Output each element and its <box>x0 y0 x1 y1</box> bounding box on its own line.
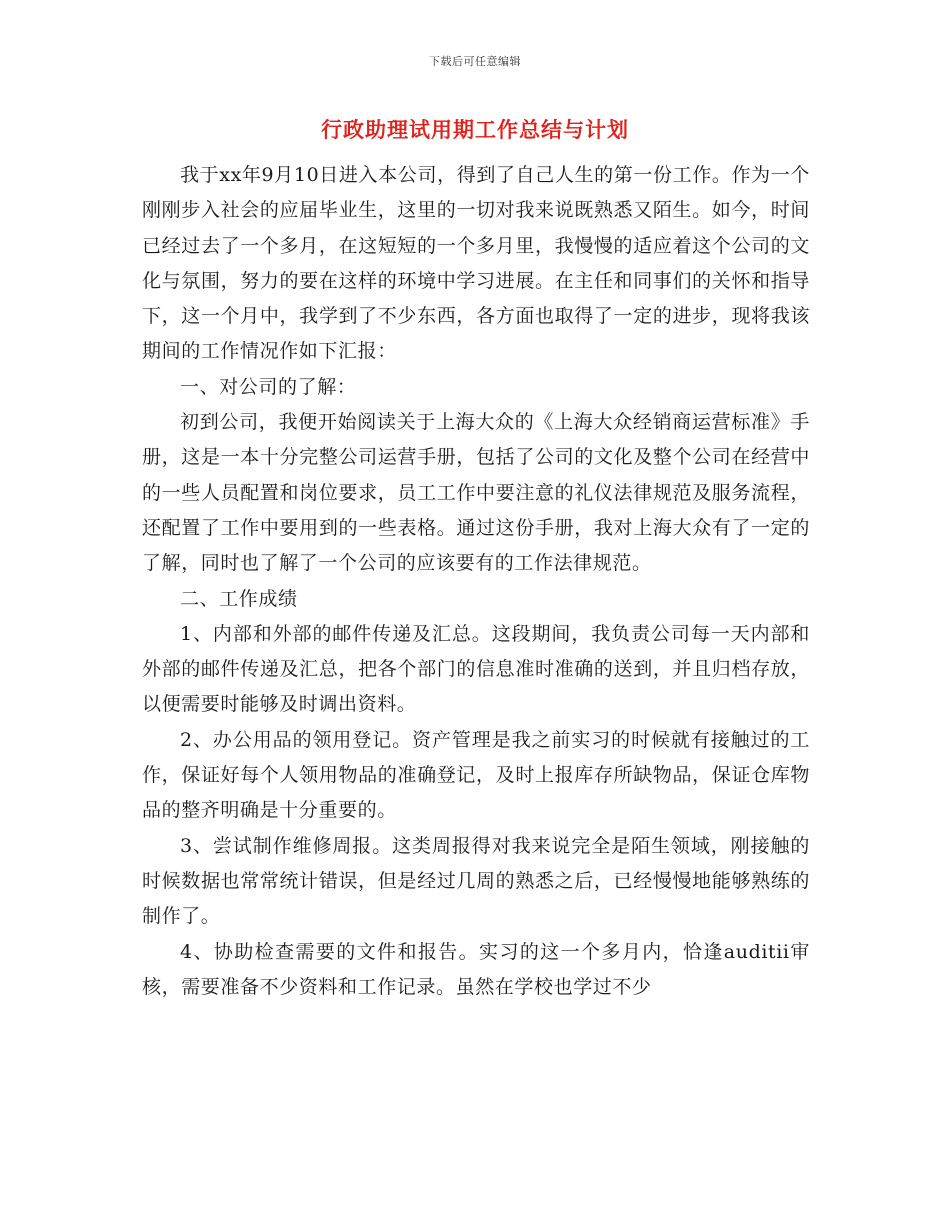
paragraph-item-4: 4、协助检查需要的文件和报告。实习的这一个多月内，恰逢auditii审核，需要准备不少资料和工作记录。虽然在学校也学过不少 <box>142 940 810 998</box>
section-heading-company: 一、对公司的了解： <box>180 375 357 398</box>
header-note: 下载后可任意编辑 <box>429 55 521 68</box>
document-title: 行政助理试用期工作总结与计划 <box>321 117 629 142</box>
paragraph-item-1: 1、内部和外部的邮件传递及汇总。这段期间，我负责公司每一天内部和外部的邮件传递及汇总，把各个部门的信息准时准确的送到，并且归档存放，以便需要时能够及时调出资料。 <box>142 622 810 716</box>
section-heading-achievements: 二、工作成绩 <box>180 587 298 610</box>
paragraph-item-3: 3、尝试制作维修周报。这类周报得对我来说完全是陌生领域，刚接触的时候数据也常常统计错误，但是经过几周的熟悉之后，已经慢慢地能够熟练的制作了。 <box>142 834 810 928</box>
paragraph-intro: 我于xx年9月10日进入本公司，得到了自己人生的第一份工作。作为一个刚刚步入社会的应届毕业生，这里的一切对我来说既熟悉又陌生。如今，时间已经过去了一个多月，在这短短的一个多月里，我慢慢的适应着这个公司的文化与氛围，努力的要在这样的环境中学习进展。在主任和同事们的关怀和指导下，这一个月中，我学到了不少东西，各方面也取得了一定的进步，现将我该期间的工作情况作如下汇报： <box>142 164 810 363</box>
paragraph-company: 初到公司，我便开始阅读关于上海大众的《上海大众经销商运营标准》手册，这是一本十分完整公司运营手册，包括了公司的文化及整个公司在经营中的一些人员配置和岗位要求，员工工作中要注意的礼仪法律规范及服务流程，还配置了工作中要用到的一些表格。通过这份手册，我对上海大众有了一定的了解，同时也了解了一个公司的应该要有的工作法律规范。 <box>142 411 810 575</box>
paragraph-item-2: 2、办公用品的领用登记。资产管理是我之前实习的时候就有接触过的工作，保证好每个人领用物品的准确登记，及时上报库存所缺物品，保证仓库物品的整齐明确是十分重要的。 <box>142 728 810 822</box>
document-body <box>142 158 810 1005</box>
